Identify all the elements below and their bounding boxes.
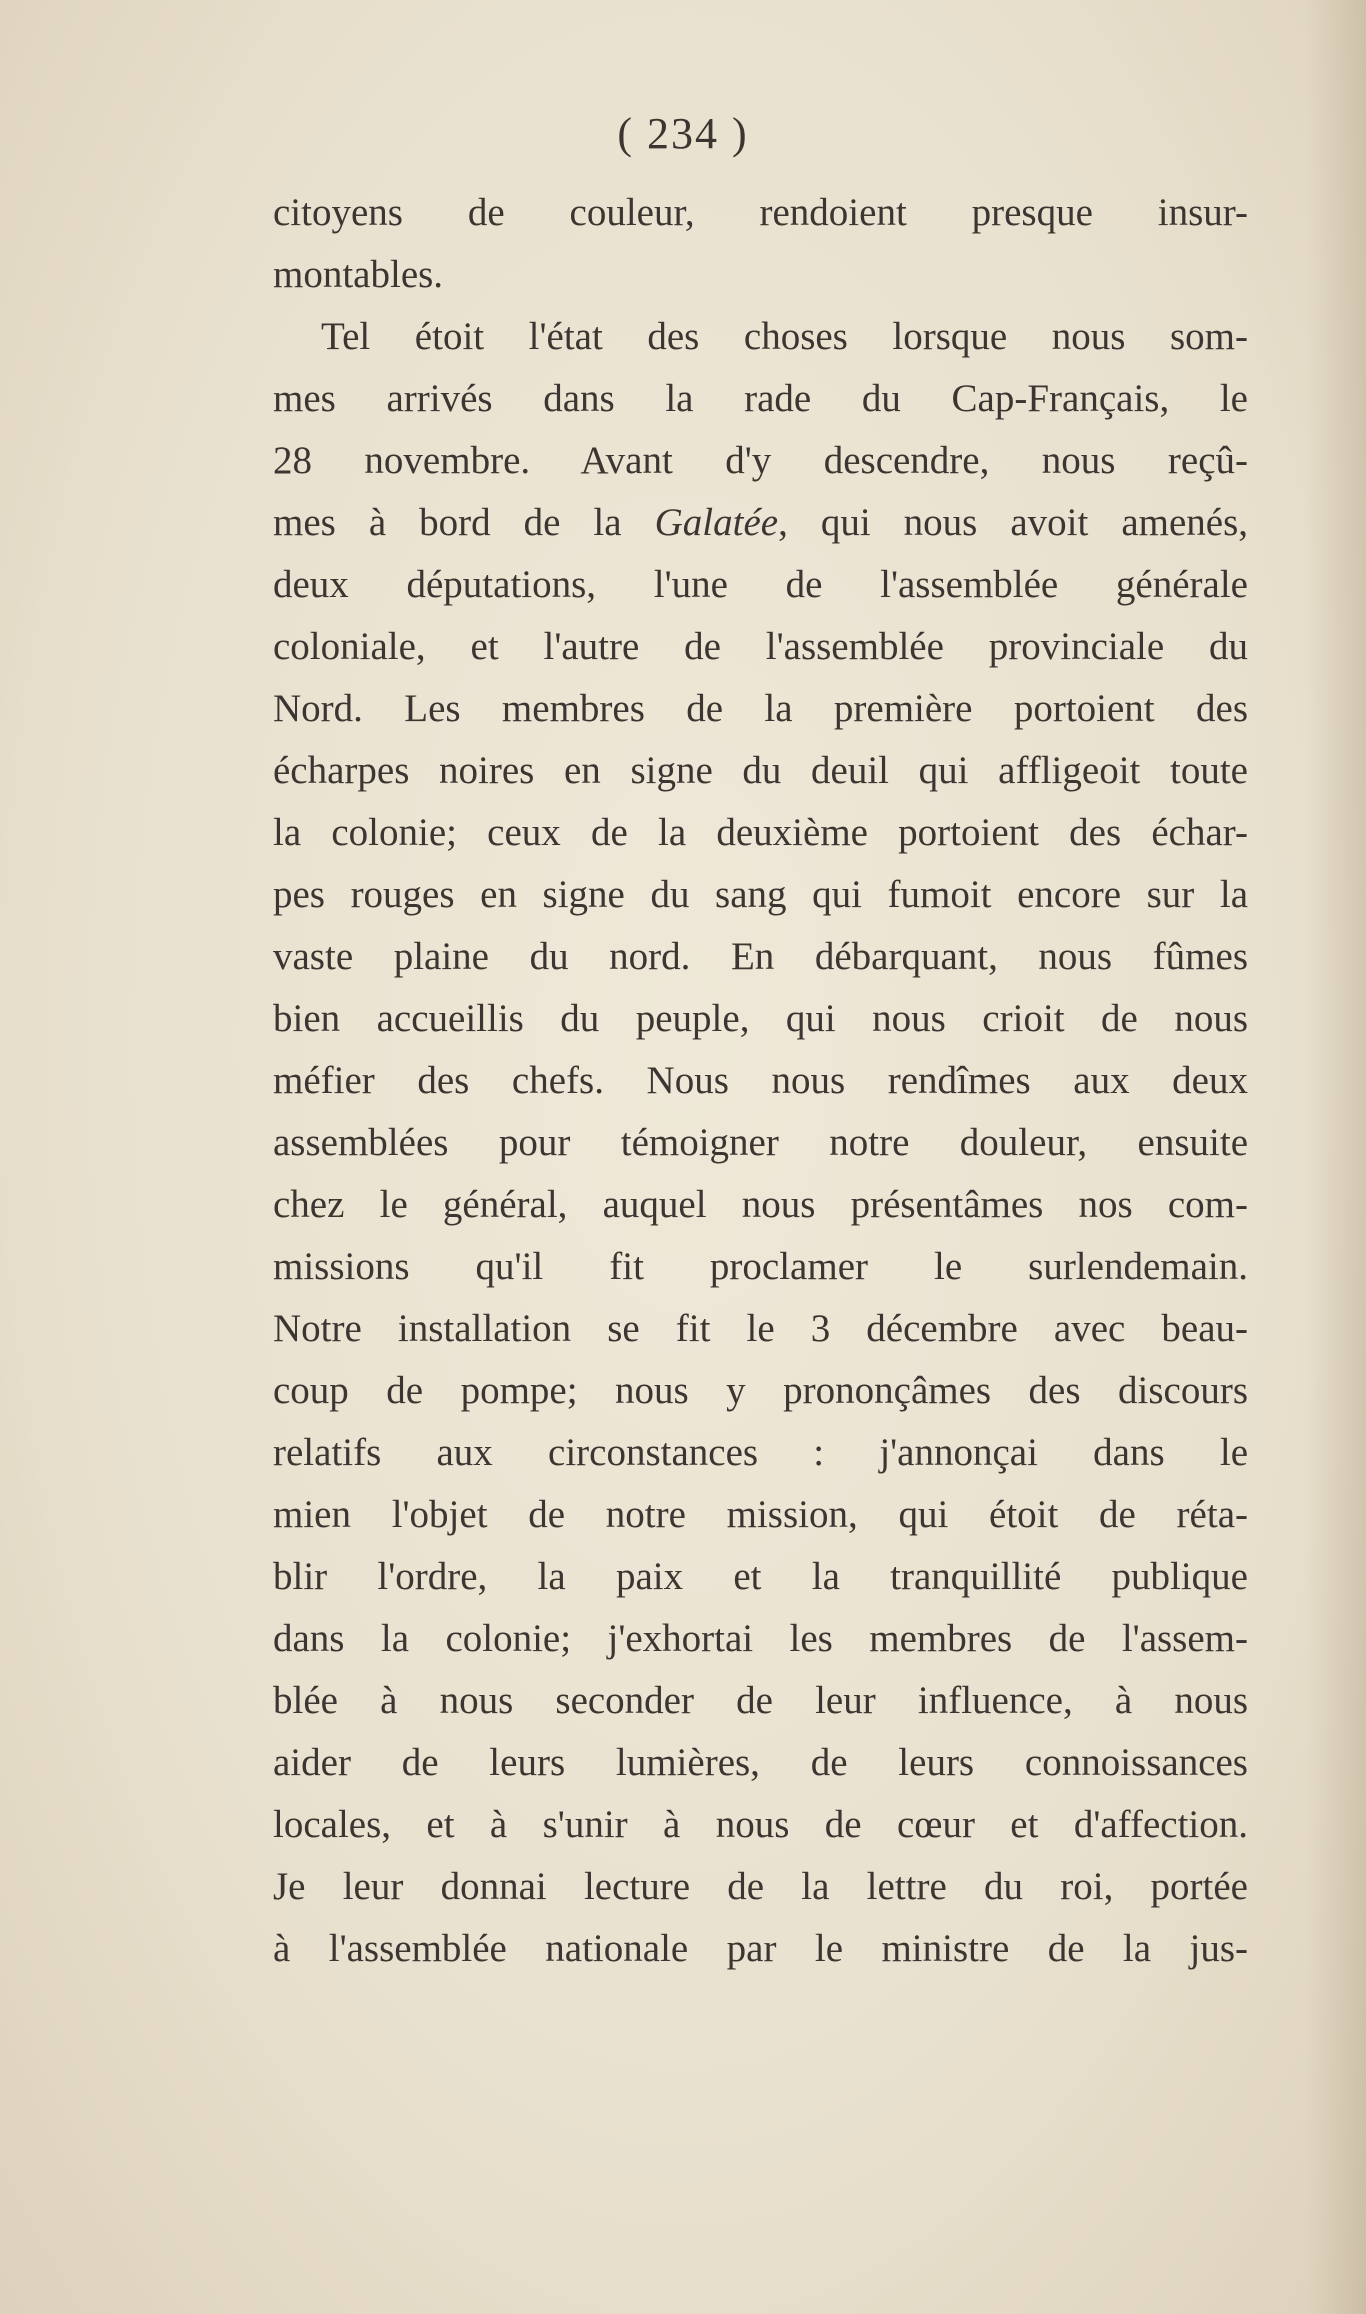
text-line: assemblées pour témoigner notre douleur, ensuite: [273, 1121, 1248, 1164]
page-edge-shadow: [1306, 0, 1366, 2314]
text-line: chez le général, auquel nous présentâmes nos com-: [273, 1183, 1248, 1226]
text-line: coup de pompe; nous y prononçâmes des discours: [273, 1369, 1248, 1412]
text-line: montables.: [273, 253, 444, 296]
text-line: mes arrivés dans la rade du Cap-Français, le: [273, 377, 1248, 420]
text-line: blir l'ordre, la paix et la tranquillité publique: [273, 1555, 1248, 1598]
text-line: aider de leurs lumières, de leurs connoissances: [273, 1741, 1248, 1784]
text-line: 28 novembre. Avant d'y descendre, nous reçû-: [273, 439, 1248, 482]
text-line: relatifs aux circonstances : j'annonçai dans le: [273, 1431, 1248, 1474]
text-line: écharpes noires en signe du deuil qui affligeoit toute: [273, 749, 1248, 792]
text-line: coloniale, et l'autre de l'assemblée provinciale du: [273, 625, 1248, 668]
text-line: bien accueillis du peuple, qui nous crioit de nous: [273, 997, 1248, 1040]
text-line: vaste plaine du nord. En débarquant, nous fûmes: [273, 935, 1248, 978]
text-line: mien l'objet de notre mission, qui étoit de réta-: [273, 1493, 1248, 1536]
ship-name: Galatée: [654, 501, 779, 544]
text-fragment: , qui nous avoit amenés,: [778, 501, 1249, 544]
text-line: pes rouges en signe du sang qui fumoit encore sur la: [273, 873, 1248, 916]
text-line: dans la colonie; j'exhortai les membres de l'assem-: [273, 1617, 1248, 1660]
text-line: missions qu'il fit proclamer le surlendemain.: [273, 1245, 1248, 1288]
text-line: blée à nous seconder de leur influence, à nous: [273, 1679, 1248, 1722]
text-line: à l'assemblée nationale par le ministre de la jus-: [273, 1927, 1248, 1970]
text-line: Notre installation se fit le 3 décembre avec beau-: [273, 1307, 1248, 1350]
text-line: citoyens de couleur, rendoient presque insur-: [273, 191, 1248, 234]
text-line: [273, 492, 1248, 554]
text-line: méfier des chefs. Nous nous rendîmes aux deux: [273, 1059, 1248, 1102]
body-text: [273, 182, 1248, 1980]
text-line: Tel étoit l'état des choses lorsque nous som-: [321, 315, 1248, 358]
text-line: locales, et à s'unir à nous de cœur et d'affection.: [273, 1803, 1248, 1846]
text-line: Nord. Les membres de la première portoient des: [273, 687, 1248, 730]
page-number: ( 234 ): [617, 109, 749, 158]
text-line: la colonie; ceux de la deuxième portoient des échar-: [273, 811, 1248, 854]
text-fragment: mes à bord de la: [273, 501, 622, 544]
text-line: deux députations, l'une de l'assemblée générale: [273, 563, 1248, 606]
text-line: Je leur donnai lecture de la lettre du roi, portée: [273, 1865, 1248, 1908]
